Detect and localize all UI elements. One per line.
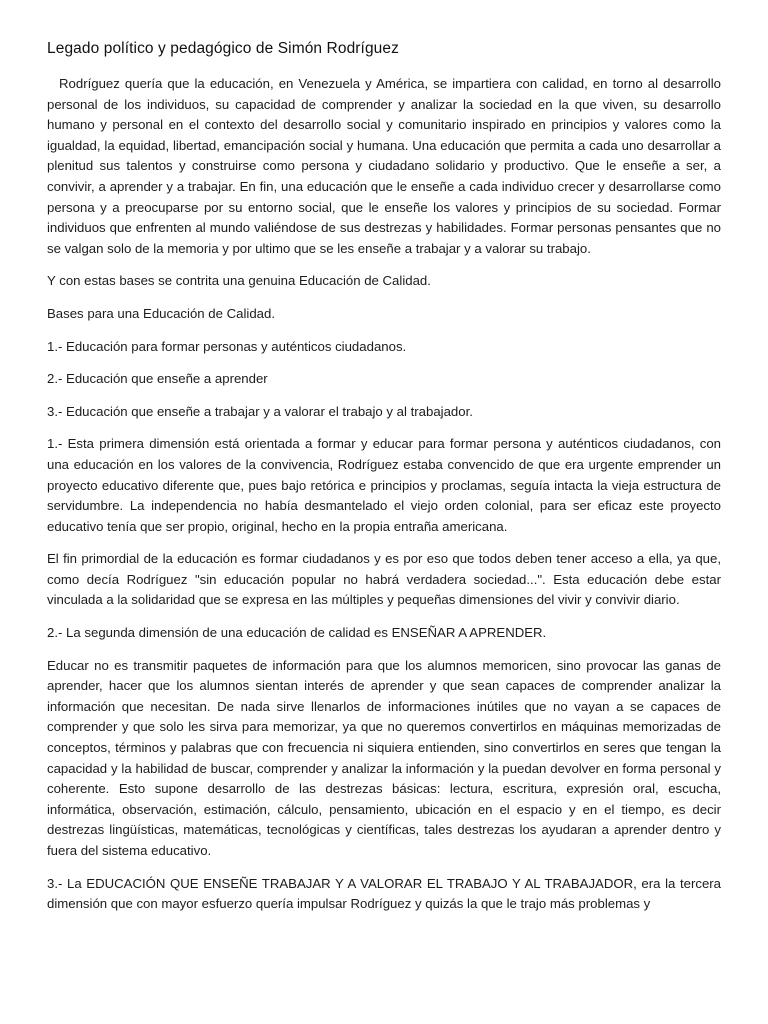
paragraph-quality-statement: Y con estas bases se contrita una genuina Educación de Calidad. — [47, 273, 431, 289]
paragraph-bases-heading: Bases para una Educación de Calidad. — [47, 305, 276, 321]
paragraph-first-dimension: 1.- Esta primera dimensión está orientada a formar y educar para formar persona y auténticos ciudadanos, con una educación en los valores de la convivencia, Rodríguez estaba convencido de que era urgente emprender un proyecto educativo diferente que, pues bajo retórica e principios y proclamas, seguía intacta la vieja estructura de servidumbre. La independencia no había desmantelado el viejo orden colonial, para ser eficaz este proyecto educativo tenía que ser propio, original, hecho en la propia entraña americana. — [47, 436, 721, 534]
paragraph-primary-aim: El fin primordial de la educación es formar ciudadanos y es por eso que todos deben tener acceso a ella, ya que, como decía Rodríguez "sin educación popular no habrá verdadera sociedad...". Esta educación debe estar vinculada a la solidaridad que se expresa en las múltiples y pequeñas dimensiones del vivir y convivir diario. — [47, 551, 721, 608]
paragraph-intro: Rodríguez quería que la educación, en Venezuela y América, se impartiera con calidad, en torno al desarrollo personal de los individuos, su capacidad de comprender y analizar la sociedad en la que viven, su desarrollo humano y personal en el contexto del desarrollo social y comunitario inspirado en principios y valores como la igualdad, la equidad, libertad, emancipación social y humana. Una educación que permita a cada uno desarrollar a plenitud sus talentos y construirse como persona y ciudadano solidario y productivo. Que le enseñe a ser, a convivir, a aprender y a trabajar. En fin, una educación que le enseñe a cada individuo crecer y desarrollarse como persona y a preocuparse por su entorno social, que le enseñe los valores y principios de su sociedad. Formar individuos que enfrenten al mundo valiéndose de sus destrezas y habilidades. Formar personas pensantes que no se valgan solo de la memoria y por ultimo que se les enseñe a trabajar y a valorar su trabajo. — [47, 76, 721, 256]
document-page — [47, 40, 721, 927]
paragraph-third-dimension: 3.- La EDUCACIÓN QUE ENSEÑE TRABAJAR Y A VALORAR EL TRABAJO Y AL TRABAJADOR, era la tercera dimensión que con mayor esfuerzo quería impulsar Rodríguez y quizás la que le trajo más problemas y — [47, 875, 721, 912]
list-item-base-3: 3.- Educación que enseñe a trabajar y a valorar el trabajo y al trabajador. — [47, 403, 473, 419]
list-item-base-2: 2.- Educación que enseñe a aprender — [47, 371, 268, 387]
paragraph-second-dimension-heading: 2.- La segunda dimensión de una educación de calidad es ENSEÑAR A APRENDER. — [47, 625, 547, 641]
list-item-base-1: 1.- Educación para formar personas y auténticos ciudadanos. — [47, 338, 407, 354]
document-title: Legado político y pedagógico de Simón Rodríguez — [47, 40, 399, 57]
paragraph-second-dimension: Educar no es transmitir paquetes de información para que los alumnos memoricen, sino provocar las ganas de aprender, hacer que los alumnos sientan interés de aprender y que sean capaces de comprender analizar la información que necesitan. De nada sirve llenarlos de informaciones inútiles que no vayan a se capaces de comprender y que solo les sirva para memorizar, ya que no queremos convertirlos en máquinas memorizadas de conceptos, términos y palabras que con frecuencia ni siquiera entienden, sino convertirlos en seres que tengan la capacidad y la habilidad de buscar, comprender y analizar la información y la puedan devolver en forma personal y coherente. Esto supone desarrollo de las destrezas básicas: lectura, escritura, expresión oral, escucha, informática, observación, estimación, cálculo, pensamiento, ubicación en el espacio y en el tiempo, es decir destrezas lingüísticas, matemáticas, tecnológicas y científicas, tales destrezas los ayudaran a aprender dentro y fuera del sistema educativo. — [47, 657, 721, 858]
